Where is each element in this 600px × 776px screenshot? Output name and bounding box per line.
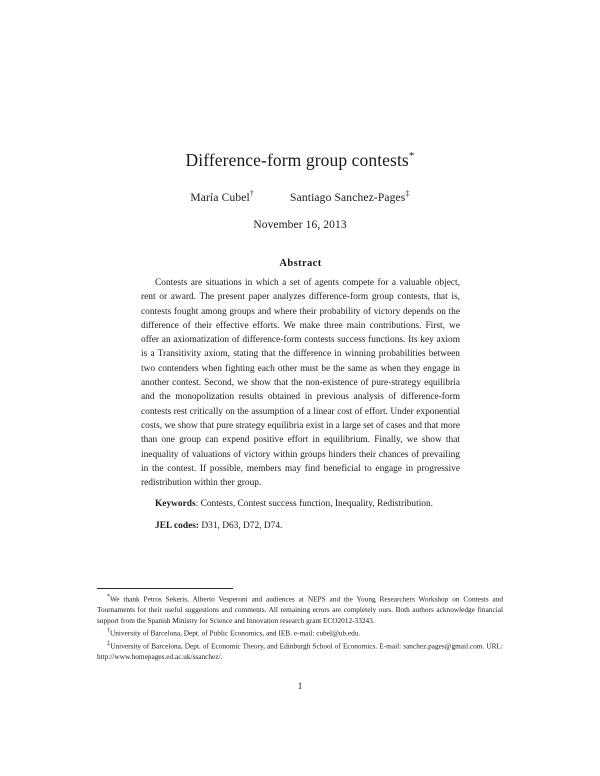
keywords-line — [141, 497, 460, 511]
keywords-values: : Contests, Contest success function, Inequality, Redistribution. — [195, 499, 434, 510]
abstract-paragraph: Contests are situations in which a set of agents compete for a valuable object, rent or award. The present paper analyzes difference-form group contests, that is, contests fought among groups and where their probability of victory depends on the difference of their effective efforts. We make three main contributions. First, we offer an axiomatization of difference-form contests success functions. Its key axiom is a Transitivity axiom, stating that the difference in winning probabilities between two contenders when fighting each other must be the same as when they engage in another contest. Second, we show that the non-existence of pure-strategy equilibria and the monopolization results obtained in previous analysis of difference-form contests rest critically on the assumption of a linear cost of effort. Under exponential costs, we show that pure strategy equilibria exist in a large set of cases and that more than one group can expend positive effort in equilibrium. Finally, we show that inequality of valuations of victory within groups hinders their chances of prevailing in the contest. If possible, members may find beneficial to engage in progressive redistribution within ther group. — [141, 278, 460, 489]
footnote-marker: † — [107, 628, 110, 635]
footnote-text: University of Barcelona, Dept. of Public Economics, and IEB. e-mail: cubel@ub.edu. — [110, 628, 361, 638]
keywords-label: Keywords — [155, 499, 196, 510]
author-name: Santiago Sanchez-Pages — [290, 191, 406, 204]
author-footnote-marker: † — [249, 188, 255, 198]
page-number: 1 — [297, 682, 303, 692]
footnotes-section — [97, 588, 503, 663]
jel-codes-label: JEL codes: — [155, 520, 200, 531]
author-footnote-marker: ‡ — [405, 188, 410, 198]
footnote-text: We thank Petros Sekeris, Alberto Vesperoni and audiences at NEPS and the Young Researchers Workshop on Contests and Tournaments for their useful suggestions and comments. All remaining errors are completely ours. Both authors acknowledge financial support from the Spanish Ministry for Science and Innovation research grant ECO2012-33243. — [97, 594, 503, 625]
title-block — [70, 150, 530, 231]
jel-codes-line — [141, 519, 460, 533]
footnote-item — [97, 593, 503, 627]
footnote-separator-rule — [97, 588, 233, 589]
abstract-section — [141, 258, 460, 533]
footnote-marker: ‡ — [107, 640, 111, 647]
title-footnote-marker: * — [408, 150, 415, 163]
footnote-text: University of Barcelona, Dept. of Economic Theory, and Edinburgh School of Economics. E-mail: sanchez.pages@gmail.com. URL: http://www.homepages.ed.ac.uk/ssanchez/. — [97, 641, 504, 661]
author-entry — [290, 189, 410, 204]
author-entry — [190, 189, 254, 204]
page-title — [70, 150, 530, 172]
paper-title-text: Difference-form group contests — [185, 150, 409, 170]
footnote-item — [97, 640, 503, 663]
footnote-marker: * — [107, 594, 110, 600]
abstract-heading: Abstract — [279, 258, 322, 269]
footnote-item — [97, 627, 503, 639]
publication-date: November 16, 2013 — [253, 218, 347, 231]
author-list — [70, 189, 530, 204]
jel-codes-values: D31, D63, D72, D74. — [199, 520, 283, 531]
author-name: María Cubel — [190, 191, 250, 204]
abstract-body — [141, 276, 460, 533]
